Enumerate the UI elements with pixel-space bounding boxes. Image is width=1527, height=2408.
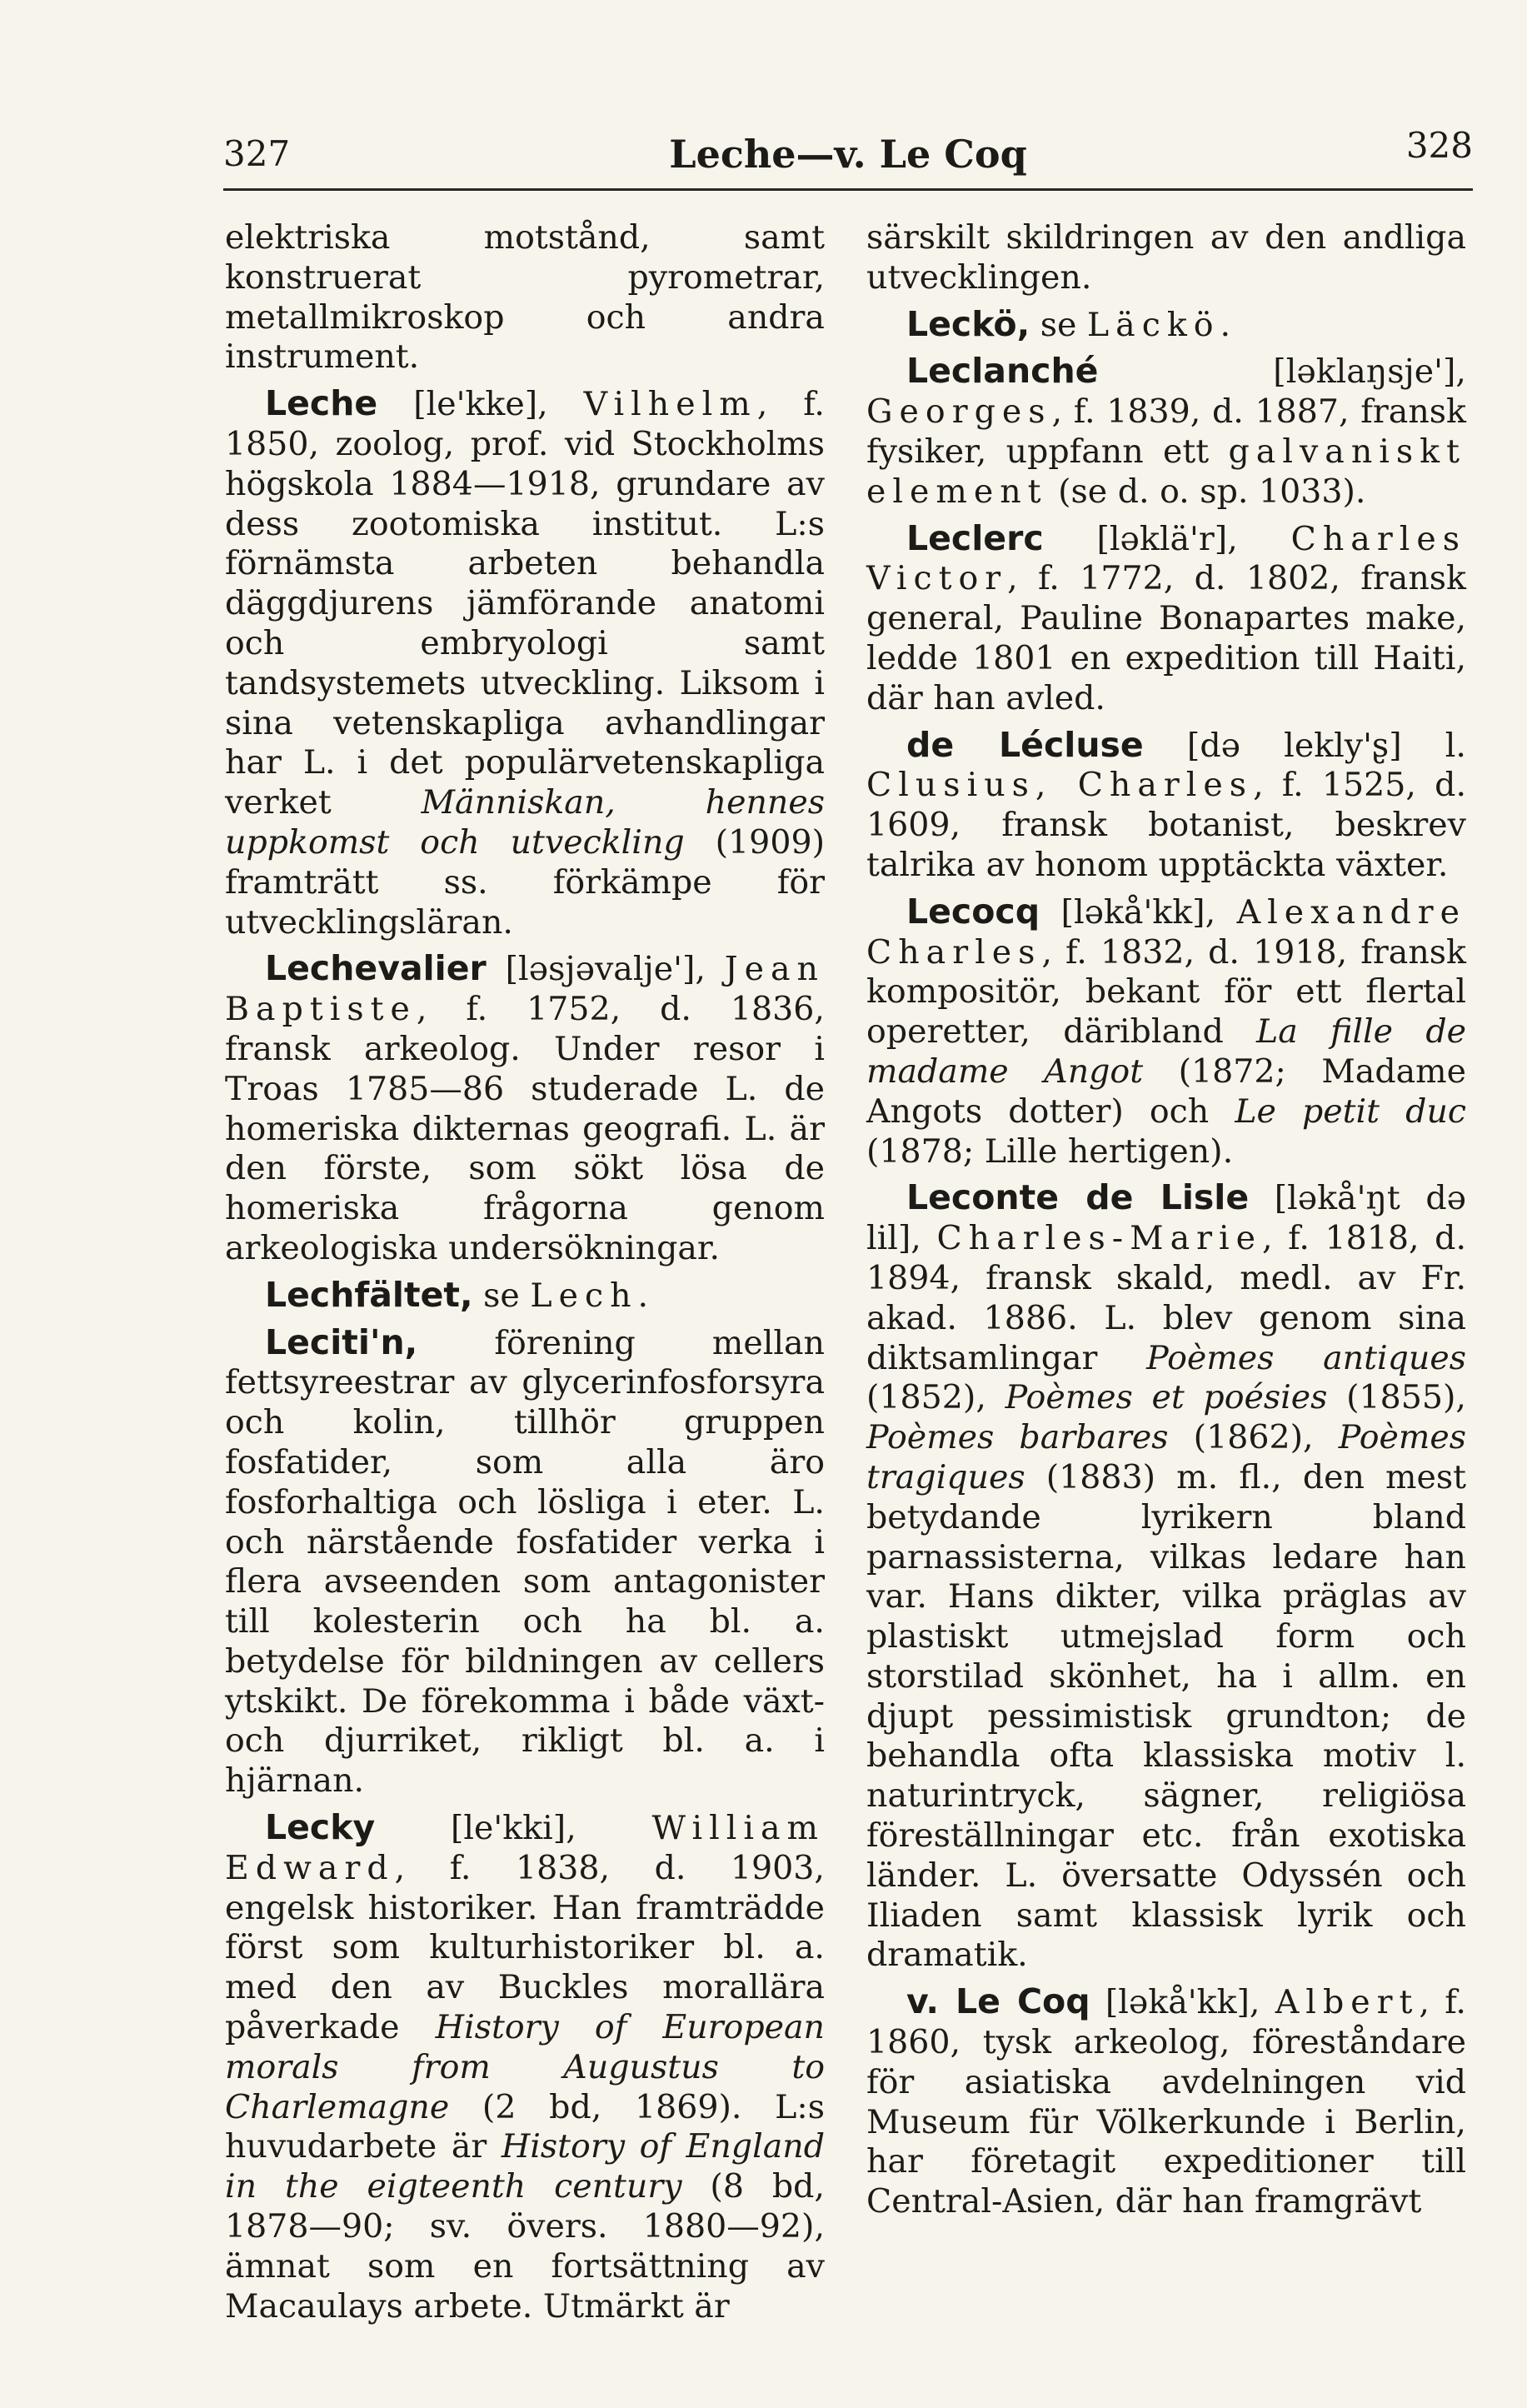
entry-headword: Leche	[265, 383, 378, 424]
entry-headword: Lecky	[265, 1807, 376, 1848]
entry-lecky: Lecky [le'kki], William Edward, f. 1838, d. 1903, engelsk historiker. Han framträdde först som kulturhistoriker bl. a. med den av Buckles morallära påverkade History of European morals from Augustus to Charlemagne (2 bd, 1869). L:s huvudarbete är History of England in the eigteenth century (8 bd, 1878—90; sv. övers. 1880—92), ämnat som en fortsättning av Macaulays arbete. Utmärkt är	[225, 1807, 825, 2326]
spaced-name: Jean Baptiste	[225, 950, 825, 1029]
entry-leche: Leche [le'kke], Vilhelm, f. 1850, zoolog, prof. vid Stockholms högskola 1884—1918, grundare av dess zootomiska institut. L:s förnämsta arbeten behandla däggdjurens jämförande anatomi och embryologi samt tandsystemets utveckling. Liksom i sina vetenskapliga avhandlingar har L. i det populärvetenskapliga verket Människan, hennes uppkomst och utveckling (1909) framträtt ss. förkämpe för utvecklingsläran.	[225, 383, 825, 942]
italic-title: Poèmes et poésies	[1005, 1378, 1328, 1417]
entry-headword: Leclanché	[906, 351, 1099, 392]
entry-lecocq: Lecocq [ləkå'kk], Alexandre Charles, f. 1832, d. 1918, fransk kompositör, bekant för ett flertal operetter, däribland La fille de madame Angot (1872; Madame Angots dotter) och Le petit duc (1878; Lille hertigen).	[866, 891, 1467, 1171]
entry-headword: Lechfältet,	[265, 1274, 473, 1315]
italic-title: Poèmes tragiques	[866, 1418, 1467, 1496]
spaced-name: Charles Victor	[866, 519, 1466, 598]
entry-leconte-de-lisle: Leconte de Lisle [ləkå'ŋt də lil], Charles-Marie, f. 1818, d. 1894, fransk skald, medl. av Fr. akad. 1886. L. blev genom sina diktsamlingar Poèmes antiques (1852), Poèmes et poésies (1855), Poèmes barbares (1862), Poèmes tragiques (1883) m. fl., den mest betydande lyrikern bland parnassisterna, vilkas ledare han var. Hans dikter, vilka präglas av plastiskt utmejslad form och storstilad skönhet, ha i allm. en djupt pessimistisk grundton; de behandla ofta klassiska motiv l. naturintryck, sägner, religiösa föreställningar etc. från exotiska länder. L. översatte Odyssén och Iliaden samt klassisk lyrik och dramatik.	[866, 1177, 1467, 1975]
header-rule	[223, 188, 1473, 191]
italic-title: Le petit duc	[1235, 1092, 1467, 1131]
continuation-paragraph: särskilt skildringen av den andliga utvecklingen.	[866, 218, 1466, 297]
continuation-paragraph: elektriska motstånd, samt konstruerat pyrometrar, metallmikroskop och andra instrument.	[225, 218, 825, 377]
spaced-name: Läckö	[1086, 305, 1220, 344]
left-column	[225, 218, 825, 2326]
entry-headword: Lechevalier	[265, 948, 487, 989]
italic-title: History of England in the eigteenth century	[225, 2127, 825, 2206]
right-column	[866, 218, 1466, 2268]
spaced-name: Charles-Marie	[936, 1219, 1263, 1258]
spaced-name: Lech	[530, 1276, 638, 1315]
entry-lecitin: Leciti'n, förening mellan fettsyreestrar av glycerinfosforsyra och kolin, tillhör gruppen fosfatider, som alla äro fosforhaltiga och lösliga i eter. L. och närstående fosfatider verka i flera avseenden som antagonister till kolesterin och ha bl. a. betydelse för bildningen av cellers ytskikt. De förekomma i både växt- och djurriket, rikligt bl. a. i hjärnan.	[225, 1321, 825, 1801]
entry-headword: v. Le Coq	[906, 1981, 1090, 2022]
page-number-left: 327	[223, 133, 291, 174]
entry-lechfaltet: Lechfältet, se Lech.	[265, 1274, 649, 1315]
spaced-name: Clusius, Charles	[866, 766, 1254, 805]
spaced-name: Vilhelm	[583, 385, 757, 424]
italic-title: History of European morals from Augustus to Charlemagne	[225, 2008, 825, 2126]
italic-title: Människan, hennes uppkomst och utveckling	[225, 783, 825, 862]
entry-headword: Lecocq	[906, 891, 1040, 932]
spaced-name: Alexandre Charles	[866, 892, 1466, 972]
italic-title: Poèmes barbares	[866, 1418, 1169, 1457]
entry-lecko: Leckö, se Läckö.	[906, 303, 1231, 344]
italic-title: La fille de madame Angot	[866, 1012, 1466, 1091]
page-number-right: 328	[1405, 125, 1473, 166]
spaced-name: Georges	[866, 392, 1052, 432]
entry-lecluse: de Lécluse [də lekly'ʂ] l. Clusius, Charles, f. 1525, d. 1609, fransk botanist, beskrev talrika av honom upptäckta växter.	[866, 724, 1466, 884]
entry-headword: Leclerc	[906, 517, 1044, 558]
entry-headword: Leciti'n,	[265, 1321, 418, 1362]
entry-leclerc: Leclerc [ləklä'r], Charles Victor, f. 1772, d. 1802, fransk general, Pauline Bonapartes make, ledde 1801 en expedition till Haiti, där han avled.	[866, 517, 1466, 717]
page-header	[223, 125, 1473, 183]
italic-title: Poèmes antiques	[1146, 1338, 1466, 1377]
entry-headword: de Lécluse	[906, 724, 1144, 765]
entry-leclanche: Leclanché [ləklaŋsje'], Georges, f. 1839, d. 1887, fransk fysiker, uppfann ett galvaniskt element (se d. o. sp. 1033).	[866, 351, 1466, 511]
running-head: Leche—v. Le Coq	[669, 132, 1027, 177]
entry-headword: Leckö,	[906, 303, 1030, 344]
spaced-name: William Edward	[225, 1809, 825, 1887]
spaced-name: Albert	[1275, 1983, 1420, 2022]
spaced-term: galvaniskt element	[866, 432, 1466, 511]
entry-v-le-coq: v. Le Coq [ləkå'kk], Albert, f. 1860, tysk arkeolog, föreståndare för asiatiska avdelningen vid Museum für Völkerkunde i Berlin, har företagit expeditioner till Central-Asien, där han framgrävt	[866, 1981, 1466, 2221]
entry-lechevalier: Lechevalier [ləsjəvalje'], Jean Baptiste, f. 1752, d. 1836, fransk arkeolog. Under resor i Troas 1785—86 studerade L. de homeriska dikternas geografi. L. är den förste, som sökt lösa de homeriska frågorna genom arkeologiska undersökningar.	[225, 948, 825, 1267]
entry-headword: Leconte de Lisle	[906, 1177, 1250, 1218]
